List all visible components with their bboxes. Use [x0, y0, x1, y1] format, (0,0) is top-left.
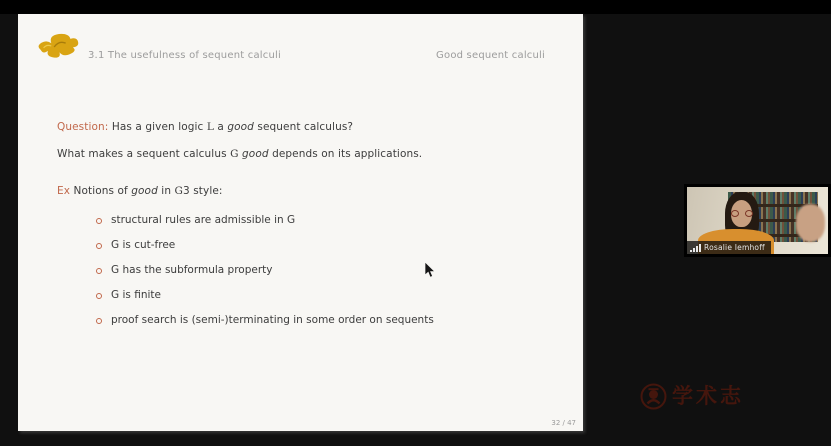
question-line — [57, 121, 353, 133]
bullet-text: G is finite — [111, 289, 161, 301]
example-line — [57, 185, 223, 197]
glasses-icon — [731, 210, 752, 219]
scholar-logo-icon — [640, 383, 667, 410]
slide-section-title: 3.1 The usefulness of sequent calculi — [88, 50, 281, 61]
participant-name: Rosalie Iemhoff — [704, 243, 765, 252]
question-text: Has a given logic — [108, 121, 207, 133]
participant-hand — [796, 204, 826, 242]
participant-name-badge — [687, 241, 771, 254]
slide-topic-title: Good sequent calculi — [436, 50, 545, 61]
mouse-cursor — [424, 261, 436, 279]
watermark-text: 学术志 — [672, 384, 744, 408]
bullet-circle-icon — [96, 318, 102, 324]
bullet-circle-icon — [96, 293, 102, 299]
bullet-text: structural rules are admissible in G — [111, 214, 296, 226]
bullet-text: G is cut-free — [111, 239, 176, 251]
math-symbol-G: G — [230, 148, 239, 160]
list-item — [96, 263, 434, 277]
emphasis-good: good — [131, 185, 158, 197]
list-item — [96, 313, 434, 327]
bullet-circle-icon — [96, 243, 102, 249]
example-label: Ex — [57, 185, 71, 197]
question-label: Question: — [57, 121, 109, 133]
bullet-list — [96, 213, 434, 338]
university-emblem-icon — [35, 29, 81, 63]
bullet-circle-icon — [96, 268, 102, 274]
question-text: a — [213, 121, 228, 133]
bullet-circle-icon — [96, 218, 102, 224]
watermark — [640, 383, 744, 410]
statement-text: depends on its applications. — [268, 148, 423, 160]
statement-text: What makes a sequent calculus — [57, 148, 231, 160]
presentation-slide — [18, 14, 583, 431]
example-text: 3 style: — [183, 185, 223, 197]
example-text: in — [157, 185, 175, 197]
webcam-tile[interactable] — [684, 184, 831, 257]
example-text: Notions of — [70, 185, 132, 197]
emphasis-good: good — [227, 121, 254, 133]
letterbox-top — [0, 0, 831, 14]
math-symbol-G: G — [174, 185, 184, 197]
list-item — [96, 288, 434, 302]
webcam-video — [687, 187, 828, 254]
question-text: sequent calculus? — [253, 121, 354, 133]
emphasis-good: good — [238, 148, 269, 160]
statement-line — [57, 148, 422, 160]
math-symbol-L: L — [206, 121, 214, 133]
bullet-text: G has the subformula property — [111, 264, 273, 276]
list-item — [96, 213, 434, 227]
list-item — [96, 238, 434, 252]
bullet-text: proof search is (semi-)terminating in some order on sequents — [111, 314, 434, 326]
audio-level-icon — [690, 244, 701, 252]
slide-page-number: 32 / 47 — [551, 419, 576, 427]
